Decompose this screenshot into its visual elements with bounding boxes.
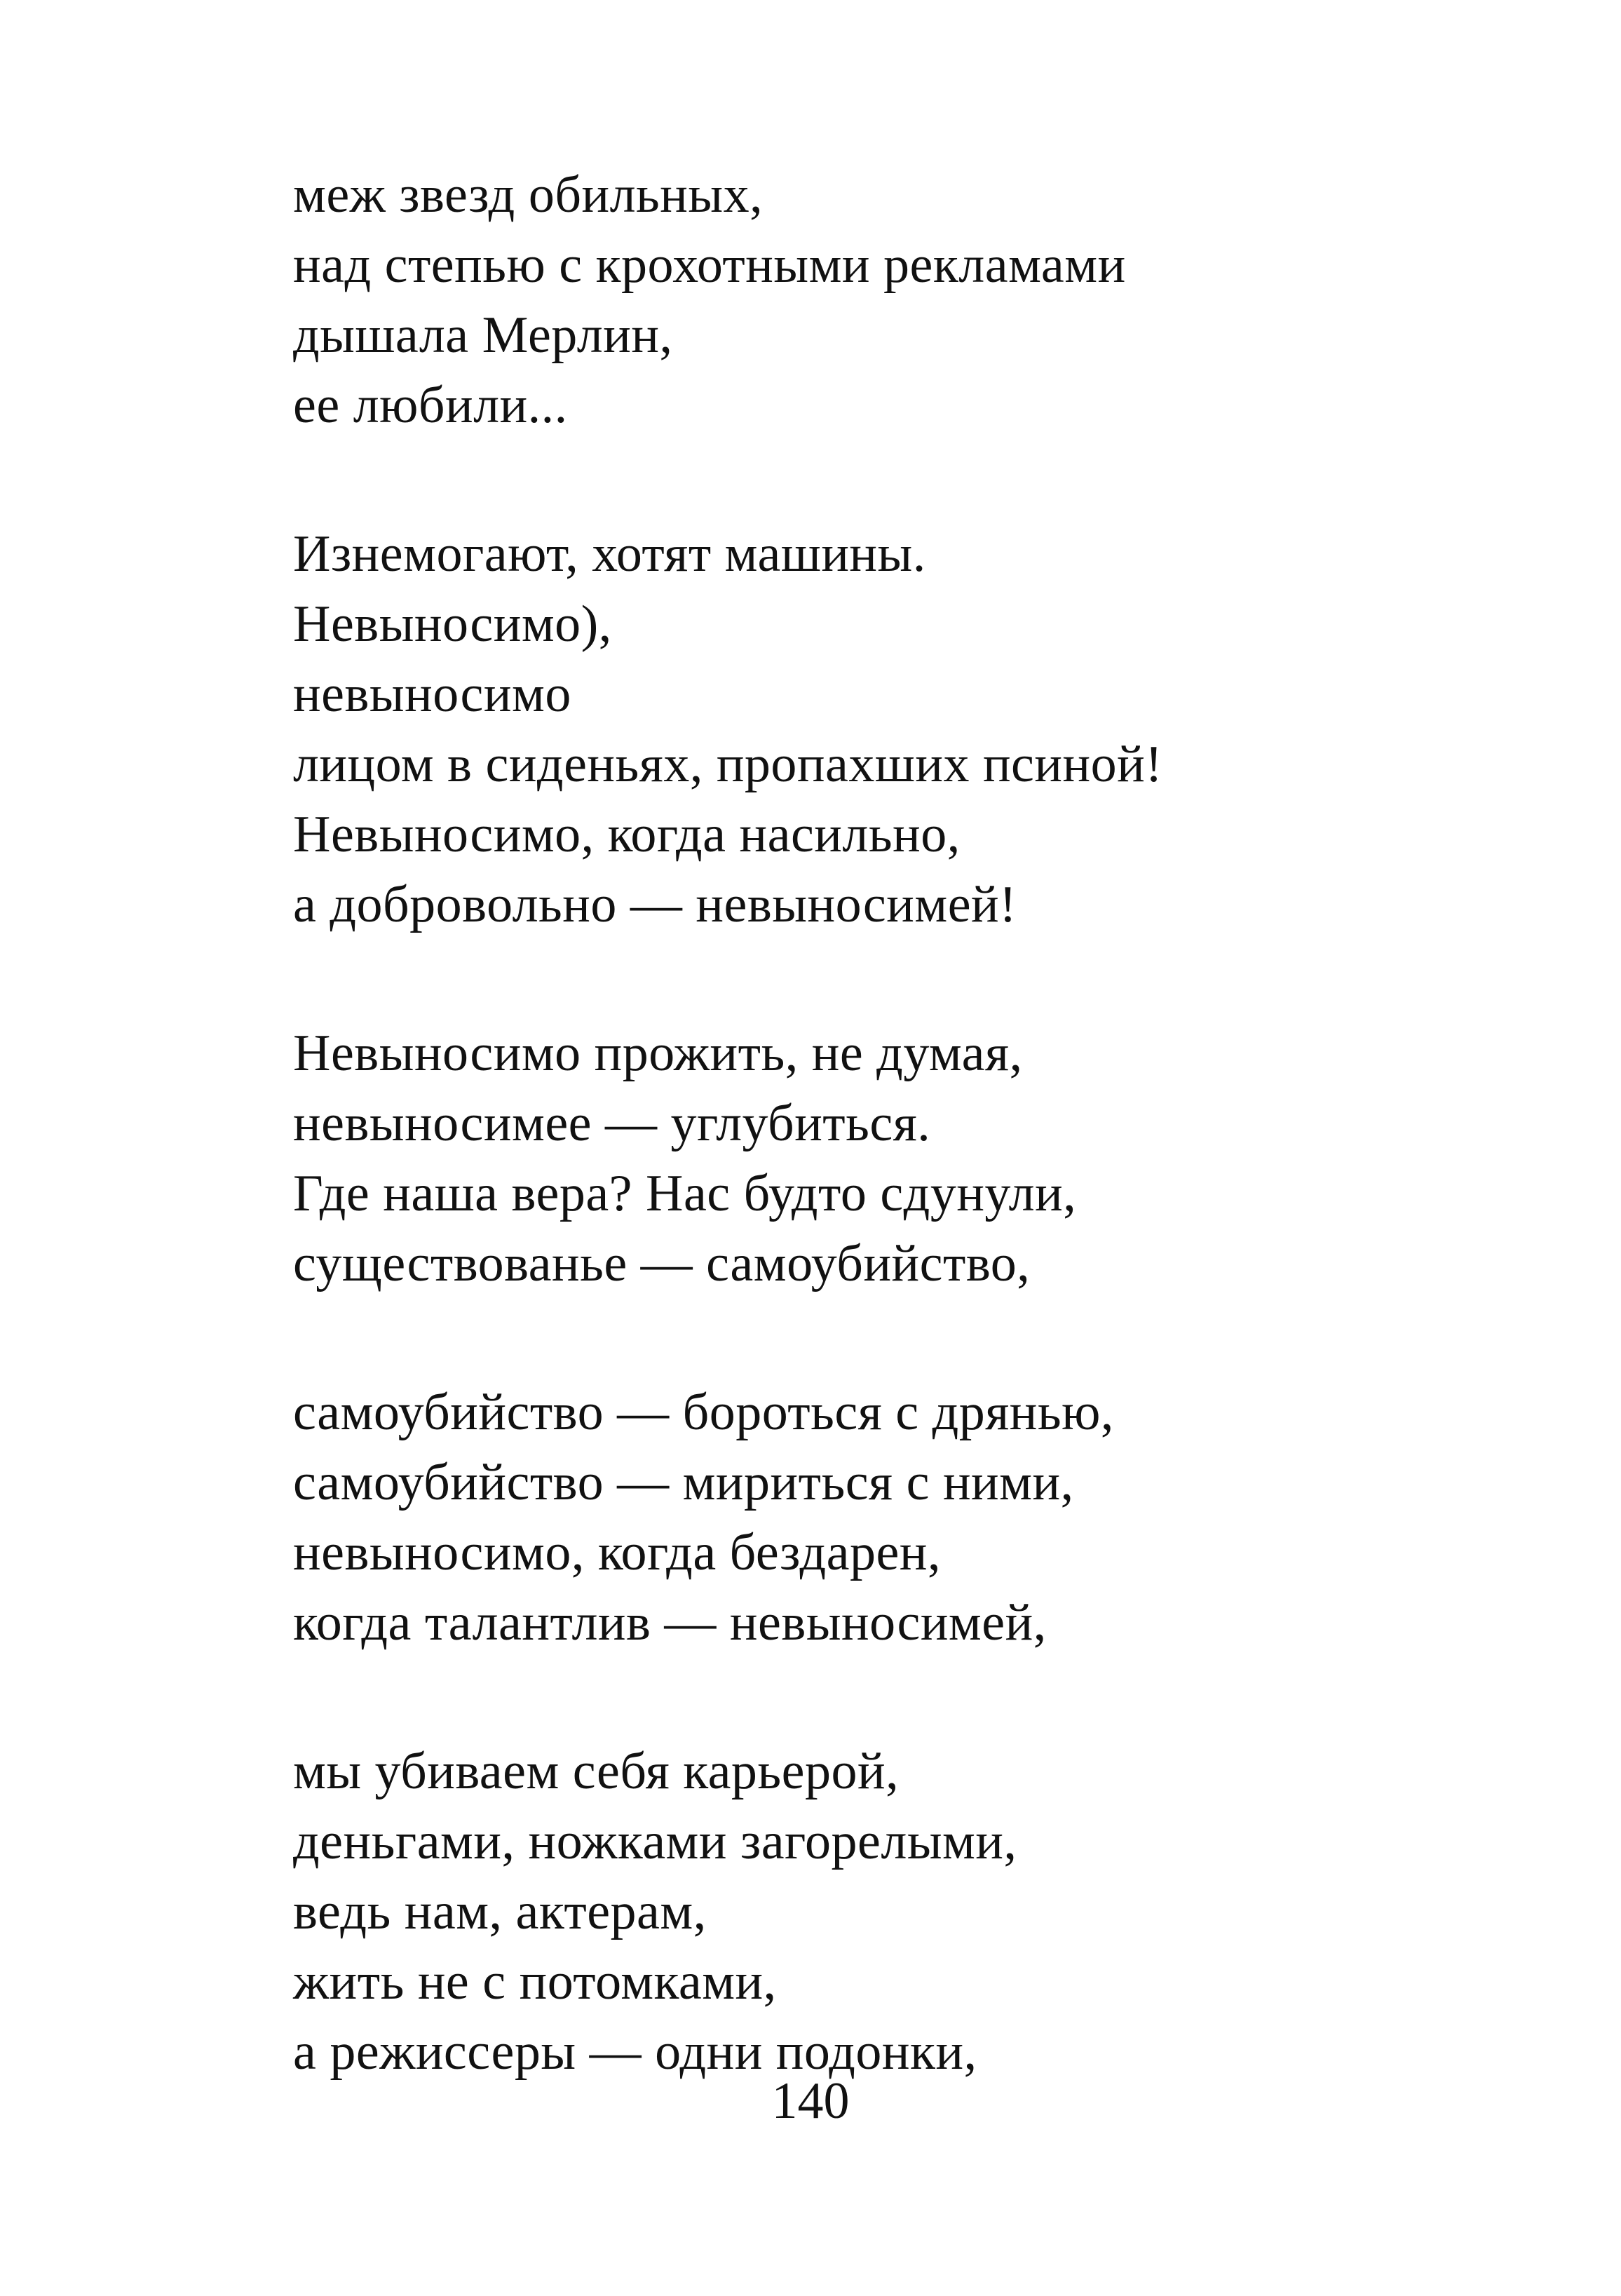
poem-line: Изнемогают, хотят машины.	[293, 525, 926, 583]
poem-line: невыносимо	[293, 666, 571, 723]
poem-line: мы убиваем себя карьерой,	[293, 1743, 900, 1800]
poem-line: ее любили...	[293, 377, 568, 434]
poem-line: лицом в сиденьях, пропахших псиной!	[293, 736, 1163, 793]
poem-line: деньгами, ножками загорелыми,	[293, 1813, 1017, 1870]
poem-line: Невыносимо прожить, не думая,	[293, 1025, 1023, 1082]
poem-line: ведь нам, актерам,	[293, 1883, 707, 1940]
page-number: 140	[771, 2072, 850, 2130]
poem-line: а добровольно — невыносимей!	[293, 876, 1017, 933]
poem-line: существованье — самоубийство,	[293, 1235, 1031, 1292]
poem-line: а режиссеры — одни подонки,	[293, 2023, 977, 2081]
poem-line: Невыносимо, когда насильно,	[293, 806, 961, 863]
poem-line: над степью с крохотными рекламами	[293, 236, 1126, 294]
poem-line: невыносимее — углубиться.	[293, 1095, 931, 1152]
stanza-4	[293, 1377, 1569, 1658]
poem-line: самоубийство — мириться с ними,	[293, 1454, 1074, 1511]
poem-line: невыносимо, когда бездарен,	[293, 1524, 941, 1581]
poem-line: дышала Мерлин,	[293, 306, 673, 364]
stanza-1	[293, 160, 1569, 440]
stanza-2	[293, 519, 1569, 940]
poem-line: жить не с потомками,	[293, 1953, 777, 2011]
poem-text	[293, 160, 1569, 2087]
stanza-3	[293, 1018, 1569, 1299]
poem-line: когда талантлив — невыносимей,	[293, 1594, 1047, 1652]
stanza-5	[293, 1736, 1569, 2087]
poem-line: меж звезд обильных,	[293, 166, 764, 224]
poem-line: Невыносимо),	[293, 595, 612, 653]
poem-line: самоубийство — бороться с дрянью,	[293, 1384, 1114, 1441]
poem-line: Где наша вера? Нас будто сдунули,	[293, 1165, 1077, 1222]
